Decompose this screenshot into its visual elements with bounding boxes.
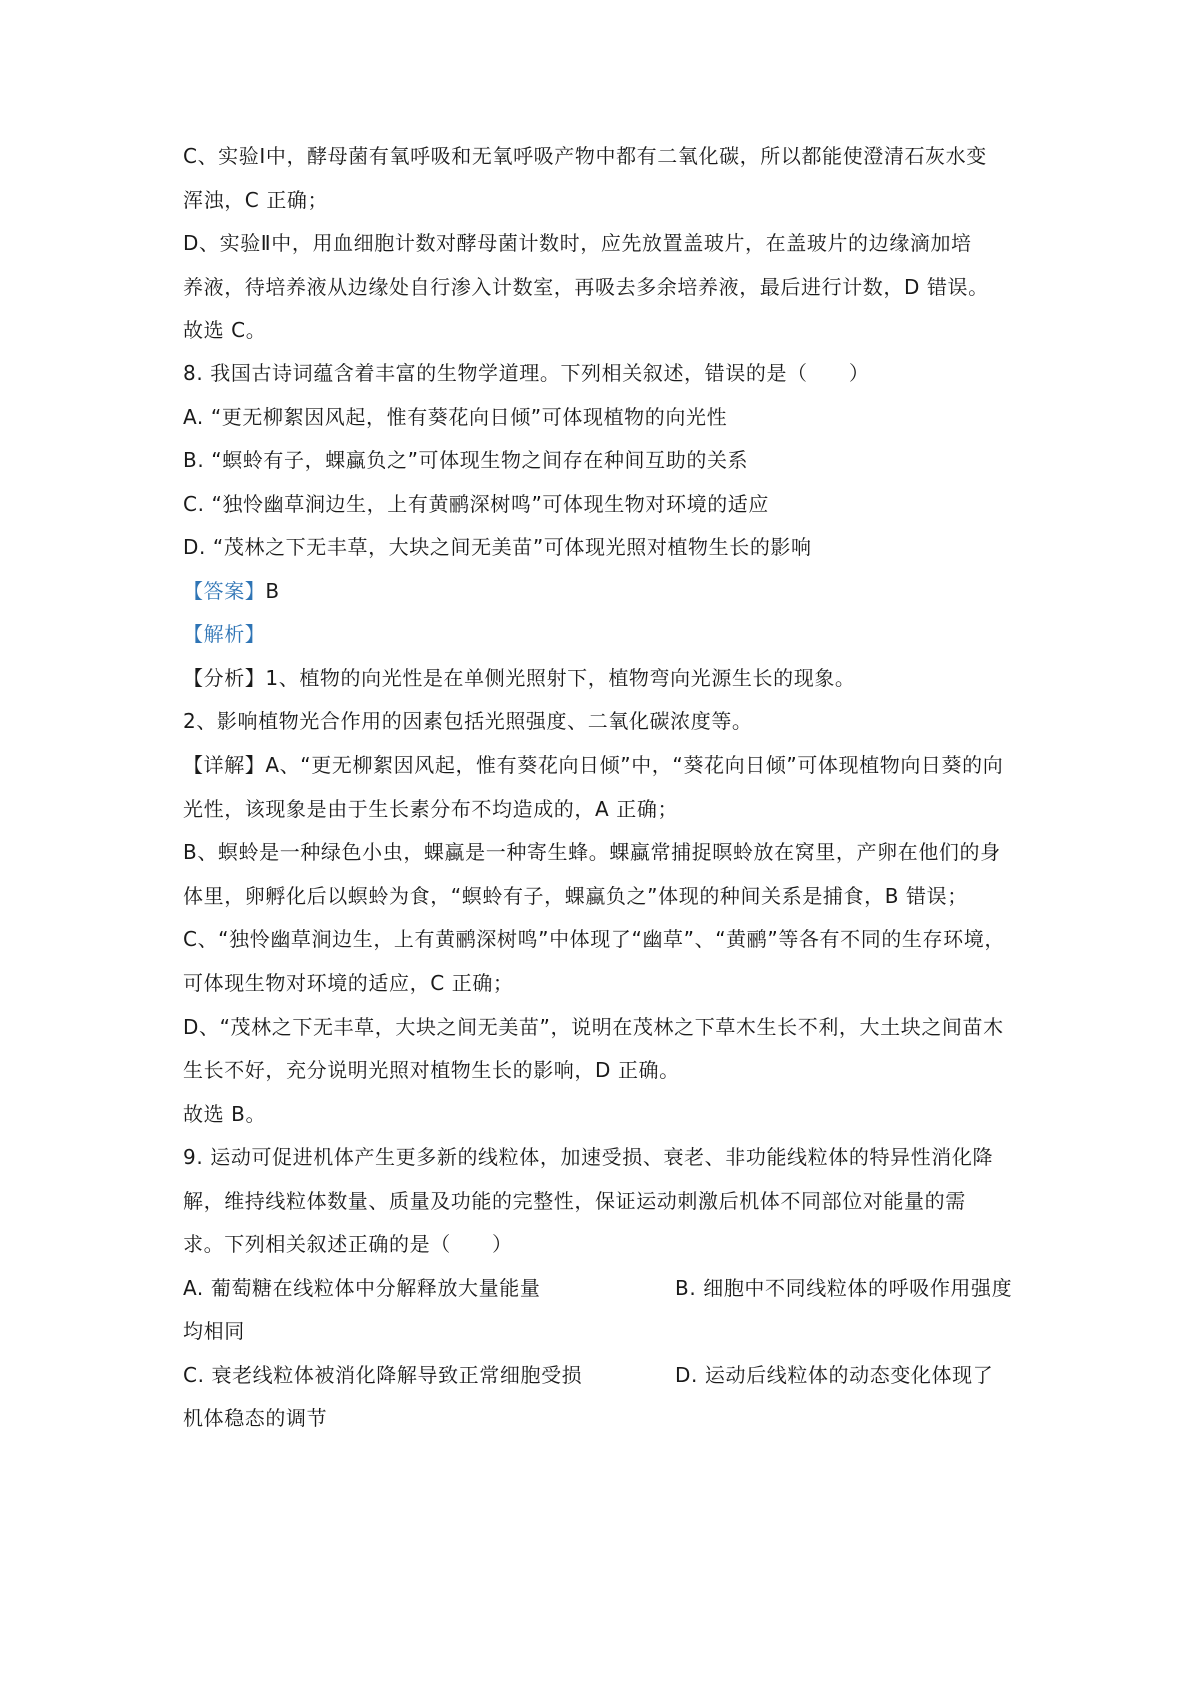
- question-9-stem: 求。下列相关叙述正确的是（ ）: [183, 1232, 513, 1256]
- text-line: 故选 C。: [183, 318, 267, 342]
- answer-tag: 【答案】: [183, 579, 266, 603]
- analysis-tag: 【解析】: [183, 622, 266, 646]
- detail-text: B、螟蛉是一种绿色小虫，蜾蠃是一种寄生蜂。蜾蠃常捕捉暝蛉放在窝里，产卵在他们的身: [183, 840, 1001, 864]
- question-9-stem: 9. 运动可促进机体产生更多新的线粒体，加速受损、衰老、非功能线粒体的特异性消化降: [183, 1145, 994, 1169]
- question-9-option-d-cont: 机体稳态的调节: [183, 1406, 328, 1430]
- question-9-stem: 解，维持线粒体数量、质量及功能的完整性，保证运动刺激后机体不同部位对能量的需: [183, 1189, 966, 1213]
- question-9-option-c: C. 衰老线粒体被消化降解导致正常细胞受损: [183, 1363, 583, 1387]
- question-8-option-c: C. “独怜幽草涧边生，上有黄鹂深树鸣”可体现生物对环境的适应: [183, 492, 770, 516]
- question-8-option-b: B. “螟蛉有子，蜾蠃负之”可体现生物之间存在种间互助的关系: [183, 448, 749, 472]
- question-9-option-b-cont: 均相同: [183, 1319, 245, 1343]
- text-line: D、实验Ⅱ中，用血细胞计数对酵母菌计数时，应先放置盖玻片，在盖玻片的边缘滴加培: [183, 231, 972, 255]
- text-line: 浑浊，C 正确；: [183, 188, 329, 212]
- analysis-line: [183, 620, 1063, 648]
- answer-value: B: [265, 579, 280, 603]
- detail-text: 故选 B。: [183, 1102, 267, 1126]
- answer-line: [183, 577, 1063, 605]
- detail-text: 可体现生物对环境的适应，C 正确；: [183, 971, 514, 995]
- text-line: 养液，待培养液从边缘处自行渗入计数室，再吸去多余培养液，最后进行计数，D 错误。: [183, 275, 989, 299]
- detail-text: 光性，该现象是由于生长素分布不均造成的，A 正确；: [183, 797, 679, 821]
- question-8-option-d: D. “茂林之下无丰草，大块之间无美苗”可体现光照对植物生长的影响: [183, 535, 812, 559]
- question-8-option-a: A. “更无柳絮因风起，惟有葵花向日倾”可体现植物的向光性: [183, 405, 728, 429]
- detail-text: C、“独怜幽草涧边生，上有黄鹂深树鸣”中体现了“幽草”、“黄鹂”等各有不同的生存环境，: [183, 927, 1005, 951]
- analysis-text: 2、影响植物光合作用的因素包括光照强度、二氧化碳浓度等。: [183, 709, 753, 733]
- question-8-stem: 8. 我国古诗词蕴含着丰富的生物学道理。下列相关叙述，错误的是（ ）: [183, 361, 870, 385]
- question-9-option-a: A. 葡萄糖在线粒体中分解释放大量能量: [183, 1276, 541, 1300]
- detail-text: 【详解】A、“更无柳絮因风起，惟有葵花向日倾”中，“葵花向日倾”可体现植物向日葵的向: [183, 753, 1004, 777]
- question-9-option-b: B. 细胞中不同线粒体的呼吸作用强度: [675, 1276, 1013, 1300]
- analysis-text: 【分析】1、植物的向光性是在单侧光照射下，植物弯向光源生长的现象。: [183, 666, 856, 690]
- detail-text: D、“茂林之下无丰草，大块之间无美苗”，说明在茂林之下草木生长不利，大土块之间苗木: [183, 1015, 1004, 1039]
- detail-text: 生长不好，充分说明光照对植物生长的影响，D 正确。: [183, 1058, 680, 1082]
- detail-text: 体里，卵孵化后以螟蛉为食，“螟蛉有子，蜾蠃负之”体现的种间关系是捕食，B 错误；: [183, 884, 968, 908]
- text-line: C、实验Ⅰ中，酵母菌有氧呼吸和无氧呼吸产物中都有二氧化碳，所以都能使澄清石灰水变: [183, 144, 987, 168]
- question-9-option-d: D. 运动后线粒体的动态变化体现了: [675, 1363, 994, 1387]
